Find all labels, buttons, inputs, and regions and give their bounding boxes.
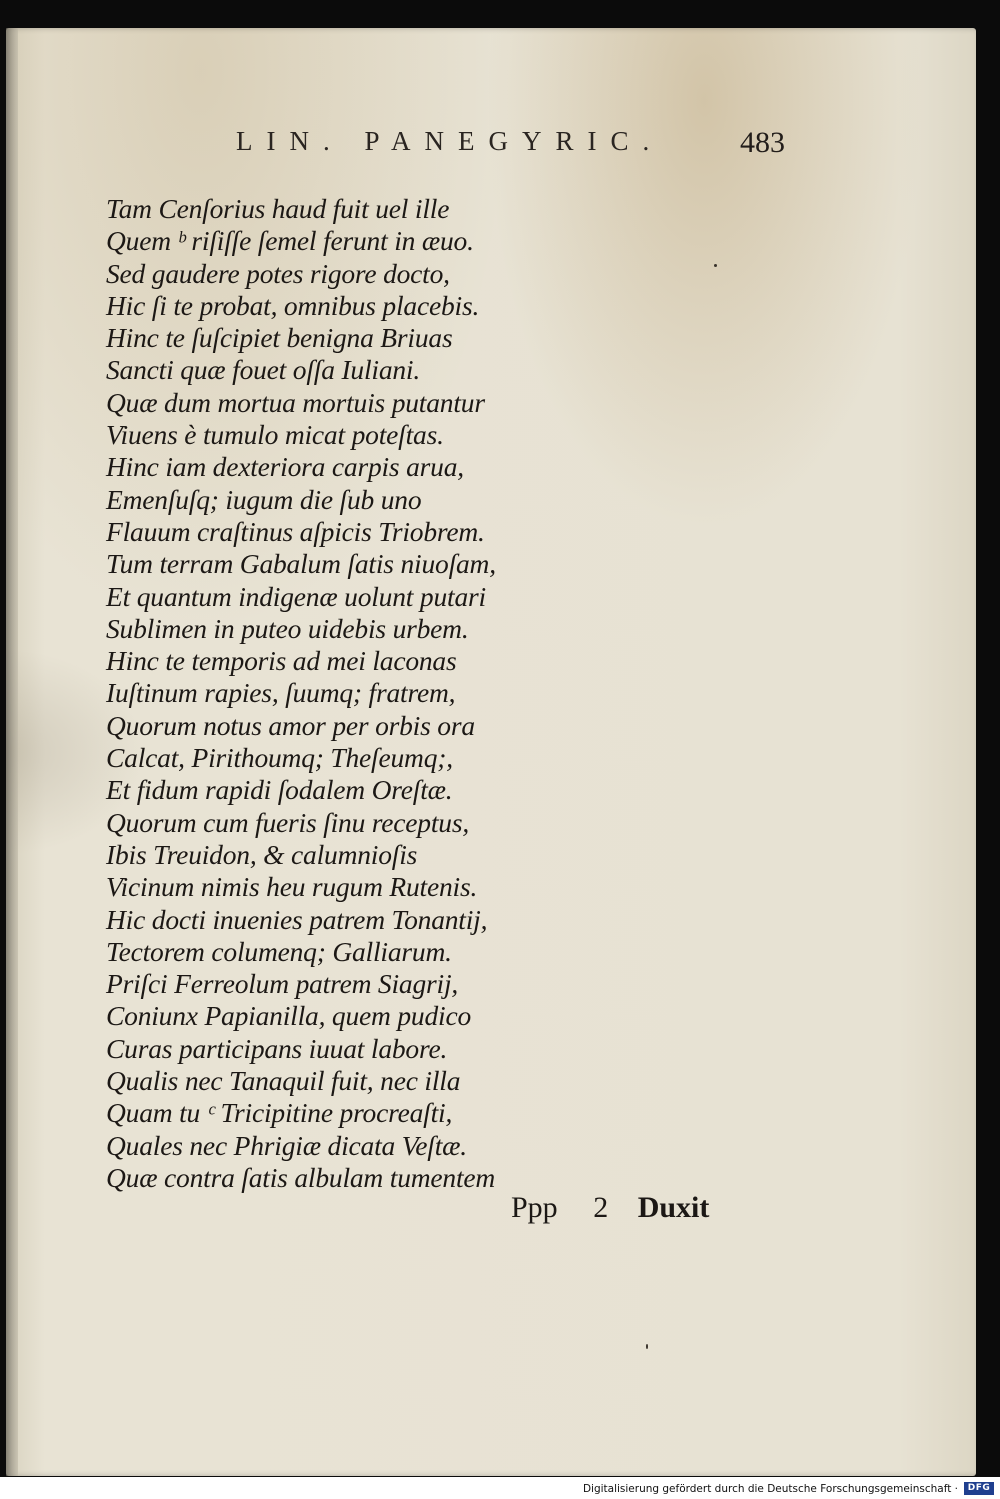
verse-line: Hic ſi te probat, omnibus placebis. — [106, 289, 480, 321]
footer-bar — [0, 1477, 1000, 1499]
signature-number: 2 — [593, 1191, 609, 1224]
verse-text — [106, 193, 726, 1194]
book-page — [6, 28, 976, 1476]
verse-line: Tectorem columenq; Galliarum. — [106, 935, 452, 967]
page-gutter — [6, 28, 18, 1476]
verse-line: Quæ dum mortua mortuis putantur — [106, 386, 485, 418]
verse-line: Quales nec Phrigiæ dicata Veſtæ. — [106, 1129, 467, 1161]
verse-line: Sublimen in puteo uidebis urbem. — [106, 612, 469, 644]
verse-line: Quorum cum fueris ſinu receptus, — [106, 806, 470, 838]
verse-line: Tam Cenſorius haud fuit uel ille — [106, 193, 450, 224]
catchline — [511, 1191, 709, 1225]
verse-line: Et fidum rapidi ſodalem Oreſtæ. — [106, 774, 453, 806]
signature-mark: Ppp — [511, 1191, 558, 1224]
verse-line: Quam tu ᶜ Tricipitine procreaſti, — [106, 1097, 453, 1129]
running-head-title: LIN. PANEGYRIC. — [236, 126, 664, 156]
verse-line: Viuens è tumulo micat poteſtas. — [106, 419, 444, 451]
verse-line: Sed gaudere potes rigore docto, — [106, 257, 450, 289]
dfg-logo: DFG — [964, 1482, 994, 1495]
digitization-credit: Digitalisierung gefördert durch die Deutsche Forschungsgemeinschaft · — [582, 1483, 958, 1495]
verse-line: Iuſtinum rapies, ſuumq; fratrem, — [106, 677, 456, 709]
catchword: Duxit — [637, 1191, 710, 1224]
verse-line: Quem ᵇ riſiſſe ſemel ferunt in æuo. — [106, 225, 474, 257]
verse-line: Vicinum nimis heu rugum Rutenis. — [106, 871, 478, 903]
verse-line: Quæ contra ſatis albulam tumentem — [106, 1161, 496, 1193]
verse-line: Hinc iam dexteriora carpis arua, — [106, 451, 464, 483]
verse-line: Emenſuſq; iugum die ſub uno — [106, 483, 422, 515]
paper-speck — [646, 1344, 648, 1349]
verse-line: Tum terram Gabalum ſatis niuoſam, — [106, 548, 496, 580]
verse-line: Flauum craſtinus aſpicis Triobrem. — [106, 515, 485, 547]
verse-line: Hic docti inuenies patrem Tonantij, — [106, 903, 488, 935]
verse-line: Hinc te ſuſcipiet benigna Briuas — [106, 322, 453, 354]
paper-speck — [714, 264, 717, 267]
verse-line: Et quantum indigenæ uolunt putari — [106, 580, 486, 612]
verse-line: Ibis Treuidon, & calumnioſis — [106, 838, 418, 870]
page-number: 483 — [740, 126, 785, 159]
verse-line: Curas participans iuuat labore. — [106, 1032, 448, 1064]
verse-line: Quorum notus amor per orbis ora — [106, 709, 475, 741]
verse-line: Qualis nec Tanaquil fuit, nec illa — [106, 1065, 461, 1097]
verse-line: Calcat, Pirithoumq; Theſeumq;, — [106, 742, 453, 774]
verse-line: Priſci Ferreolum patrem Siagrij, — [106, 968, 459, 1000]
verse-line: Sancti quæ fouet oſſa Iuliani. — [106, 354, 421, 386]
verse-line: Hinc te temporis ad mei laconas — [106, 645, 457, 677]
verse-line: Coniunx Papianilla, quem pudico — [106, 1000, 472, 1032]
